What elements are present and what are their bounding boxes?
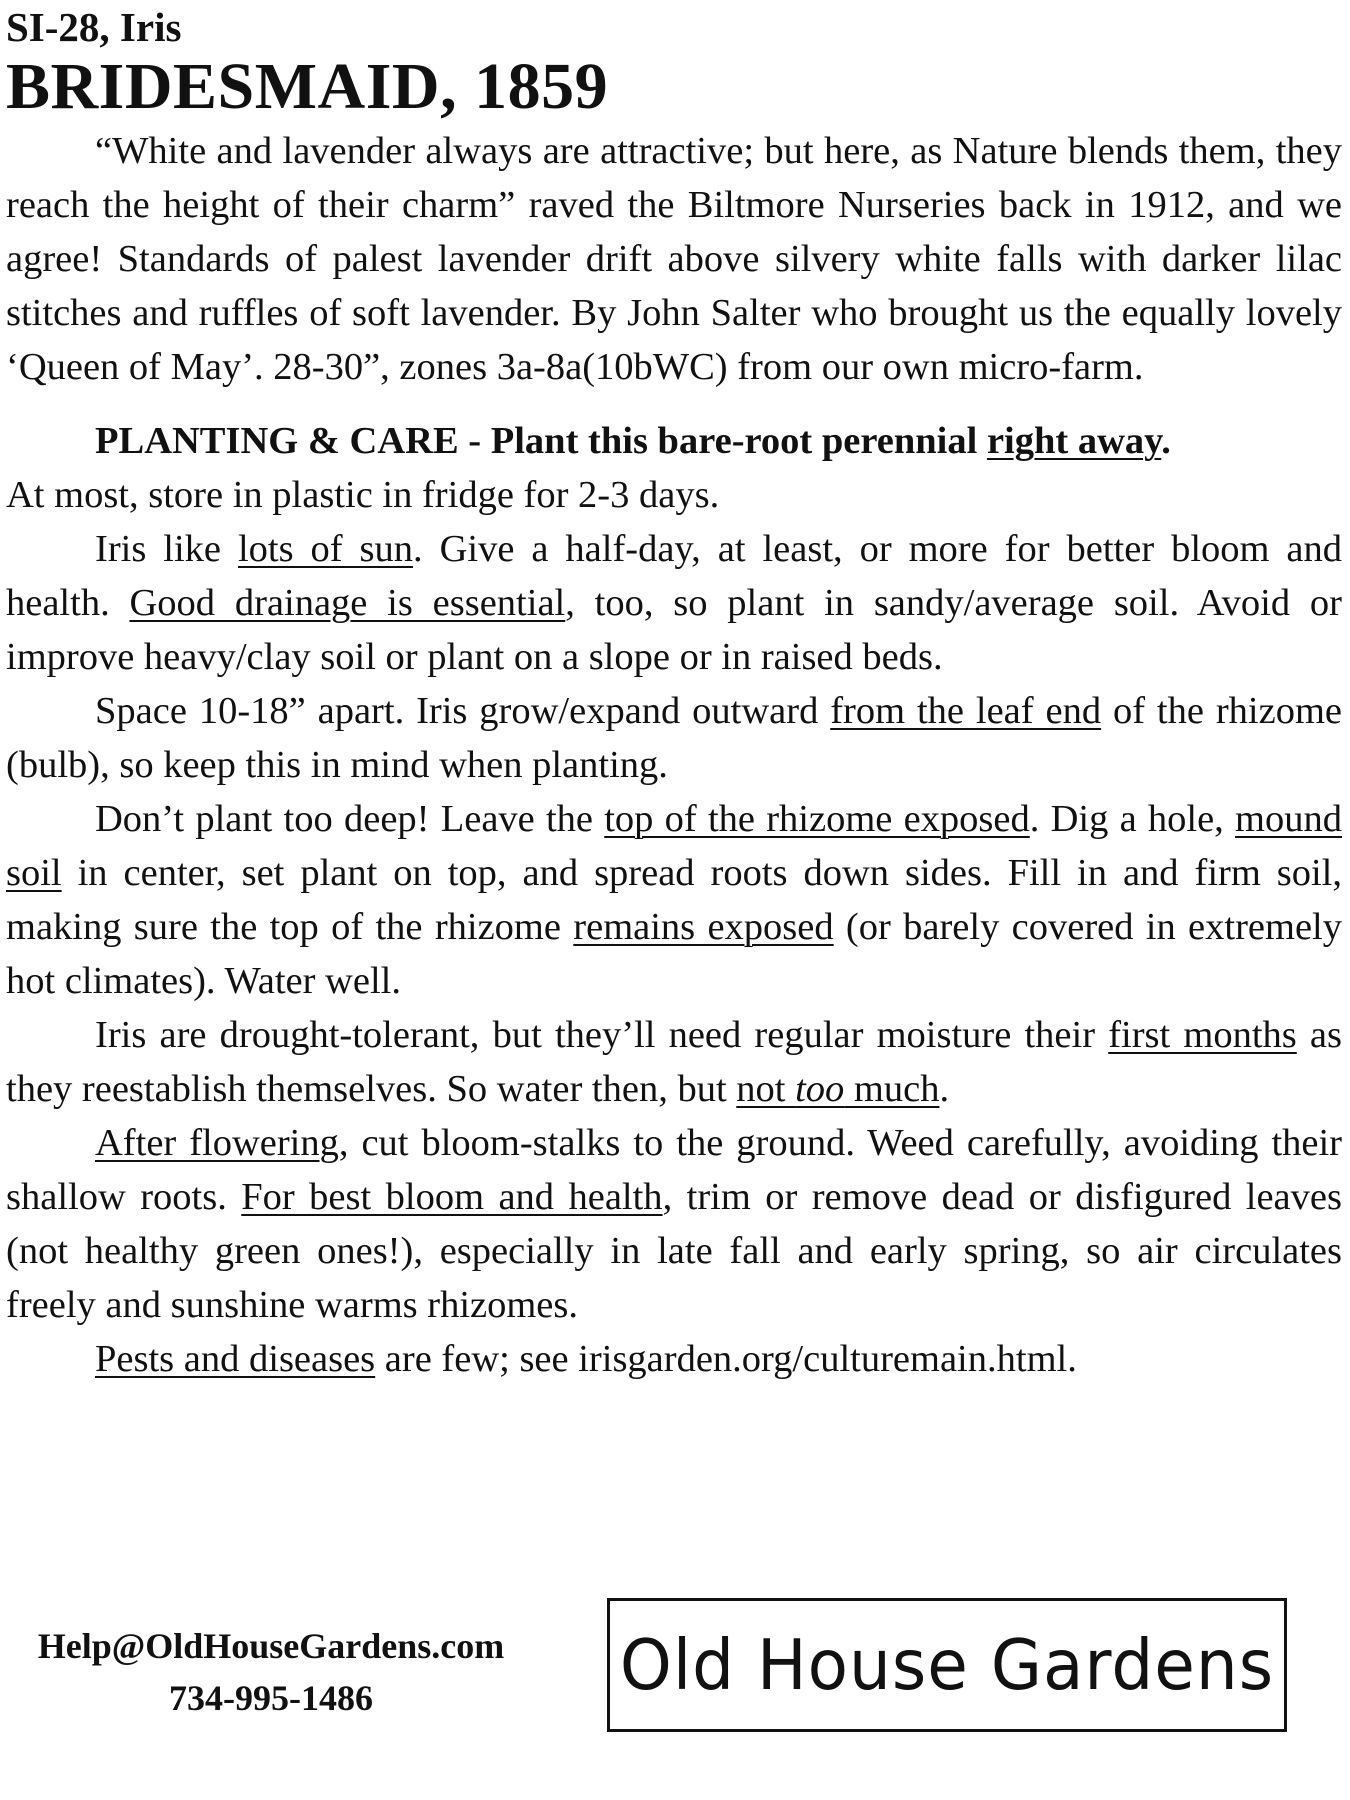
text-run: Space 10-18” apart. Iris grow/expand outward (95, 690, 831, 732)
text-run: (or barely covered in extremely hot climates). Water well. (6, 906, 1342, 1002)
text-run: , trim or remove dead or disfigured leaves (not healthy green ones!), especially in late fall and early spring, so air circulates freely and sunshine warms rhizomes. (6, 1176, 1342, 1326)
text-run: , too, so plant in sandy/average soil. Avoid or improve heavy/clay soil or plant on a slope or in raised beds. (6, 582, 1342, 678)
text-run: not (736, 1068, 796, 1110)
contact-email: Help@OldHouseGardens.com (37, 1626, 505, 1666)
care-heading-emphasis: right away (986, 420, 1162, 462)
underlined-text: mound soil (6, 798, 1342, 894)
care-depth-paragraph (6, 792, 1342, 1008)
underlined-text: Pests and diseases (95, 1338, 376, 1380)
underlined-text: from the leaf end (830, 690, 1102, 732)
underlined-text: remains exposed (573, 906, 834, 948)
care-spacing-paragraph (6, 684, 1342, 792)
text-run: as they reestablish themselves. So water then, but (6, 1014, 1342, 1110)
underlined-text: first months (1108, 1014, 1297, 1056)
care-heading-end: . (1161, 420, 1171, 462)
underlined-text (736, 1068, 939, 1110)
page (6, 0, 1342, 1386)
text-run: in center, set plant on top, and spread roots down sides. Fill in and firm soil, making sure the top of the rhizome (6, 852, 1342, 948)
text-run: . (939, 1068, 950, 1110)
text-run: Iris are drought-tolerant, but they’ll need regular moisture their (95, 1014, 1109, 1056)
intro-paragraph: “White and lavender always are attractive; but here, as Nature blends them, they reach the height of their charm” raved the Biltmore Nurseries back in 1912, and we agree! Standards of palest lavender drift above silvery white falls with darker lilac stitches and ruffles of soft lavender. By John Salter who brought us the equally lovely ‘Queen of May’. 28-30”, zones 3a-8a(10bWC) from our own micro-farm. (6, 130, 1342, 388)
care-water-paragraph (6, 1008, 1342, 1116)
contact-phone: 734-995-1486 (169, 1678, 373, 1718)
care-store-text: At most, store in plastic in fridge for 2-3 days. (6, 474, 720, 516)
underlined-text: lots of sun (237, 528, 414, 570)
care-heading-paragraph (6, 414, 1342, 522)
product-title: BRIDESMAID, 1859 (6, 50, 609, 123)
underlined-text: Good drainage is essential (129, 582, 566, 624)
text-run: Don’t plant too deep! Leave the (95, 798, 605, 840)
italic-text: too (795, 1068, 845, 1110)
care-flowering-paragraph (6, 1116, 1342, 1332)
text-run: are few; see irisgarden.org/culturemain.html. (375, 1338, 1077, 1380)
underlined-text: top of the rhizome exposed (604, 798, 1030, 840)
contact-block (6, 1620, 536, 1724)
product-code: SI-28, Iris (6, 4, 182, 50)
text-run: . Dig a hole, (1029, 798, 1236, 840)
logo (607, 1598, 1287, 1732)
text-run: much (844, 1068, 940, 1110)
text-run: of the rhizome (bulb), so keep this in mind when planting. (6, 690, 1342, 786)
care-pests-paragraph (6, 1332, 1342, 1386)
care-heading: PLANTING & CARE - Plant this bare-root perennial (95, 420, 987, 462)
text-run: . Give a half-day, at least, or more for better bloom and health. (6, 528, 1343, 624)
text-run: , cut bloom-stalks to the ground. Weed carefully, avoiding their shallow roots. (6, 1122, 1342, 1218)
underlined-text: After flowering (95, 1122, 339, 1164)
care-sun-paragraph (6, 522, 1342, 684)
underlined-text: For best bloom and health (241, 1176, 663, 1218)
text-run: Iris like (95, 528, 238, 570)
logo-text: Old House Gardens (619, 1624, 1275, 1706)
